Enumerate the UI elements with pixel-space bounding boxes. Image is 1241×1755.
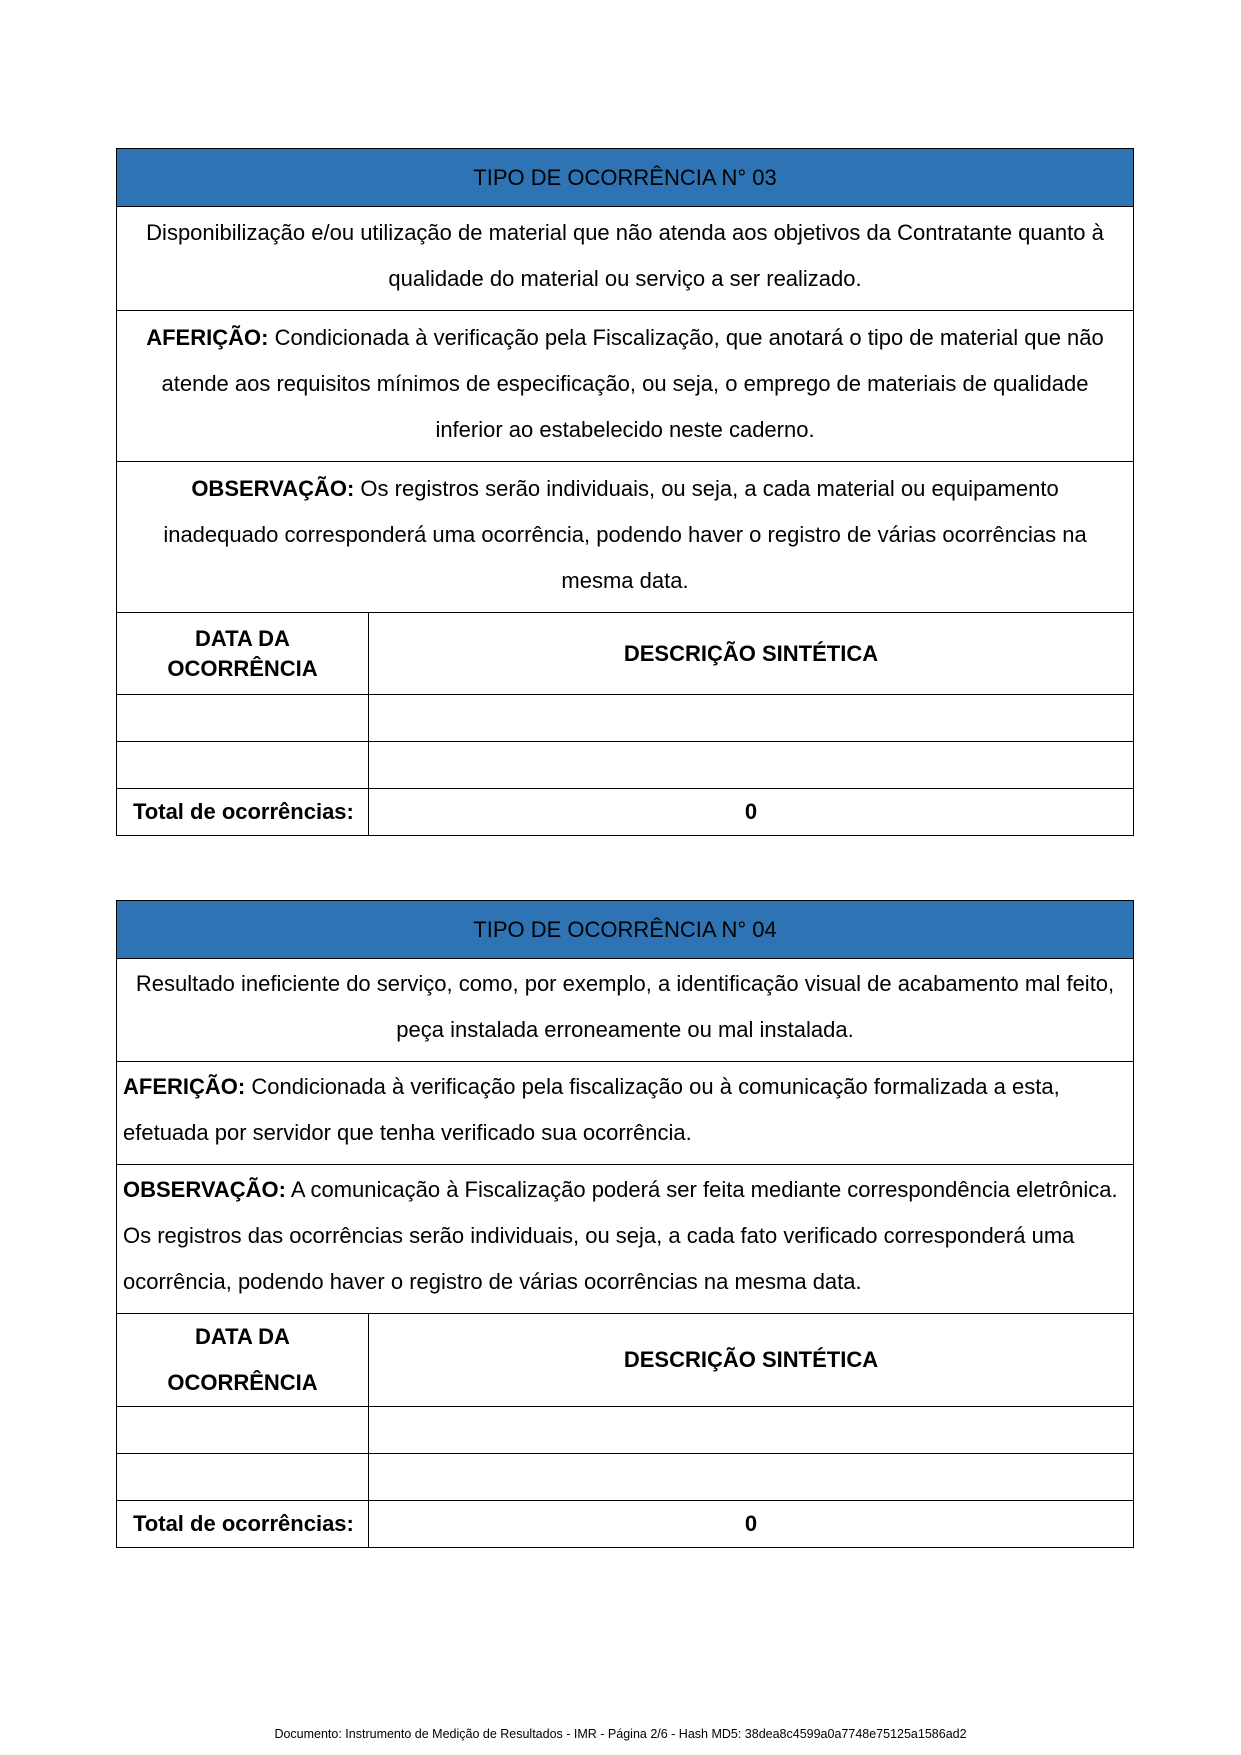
table-cell (369, 742, 1134, 789)
observacao-label: OBSERVAÇÃO: (191, 476, 355, 501)
table-cell (117, 1407, 369, 1454)
occurrence-title: TIPO DE OCORRÊNCIA N° 03 (117, 149, 1134, 207)
afericao-text: Condicionada à verificação pela fiscalização ou à comunicação formalizada a esta, efetuada por servidor que tenha verificado sua ocorrência. (123, 1074, 1060, 1145)
occurrence-table-03 (116, 148, 1134, 836)
page-footer: Documento: Instrumento de Medição de Resultados - IMR - Página 2/6 - Hash MD5: 38dea8c4599a0a7748e75125a1586ad2 (274, 1727, 967, 1741)
total-value: 0 (369, 1501, 1134, 1548)
observacao-text: A comunicação à Fiscalização poderá ser feita mediante correspondência eletrônica. Os registros das ocorrências serão individuais, ou seja, a cada fato verificado corresponderá uma ocorrência, podendo haver o registro de várias ocorrências na mesma data. (123, 1177, 1118, 1294)
table-cell (369, 1407, 1134, 1454)
table-cell (369, 695, 1134, 742)
total-label: Total de ocorrências: (117, 1501, 369, 1548)
afericao-label: AFERIÇÃO: (146, 325, 269, 350)
column-header-description: DESCRIÇÃO SINTÉTICA (369, 613, 1134, 695)
afericao-paragraph (117, 1062, 1134, 1165)
table-cell (117, 1454, 369, 1501)
total-value: 0 (369, 789, 1134, 836)
total-label: Total de ocorrências: (117, 789, 369, 836)
observacao-paragraph (117, 1165, 1134, 1314)
table-cell (117, 695, 369, 742)
occurrence-title: TIPO DE OCORRÊNCIA N° 04 (117, 901, 1134, 959)
observacao-label: OBSERVAÇÃO: (123, 1177, 286, 1202)
afericao-text: Condicionada à verificação pela Fiscalização, que anotará o tipo de material que não atende aos requisitos mínimos de especificação, ou seja, o emprego de materiais de qualidade inferior ao estabelecido neste caderno. (161, 325, 1104, 442)
occurrence-description: Disponibilização e/ou utilização de material que não atenda aos objetivos da Contratante quanto à qualidade do material ou serviço a ser realizado. (117, 207, 1134, 311)
table-cell (117, 742, 369, 789)
afericao-label: AFERIÇÃO: (123, 1074, 246, 1099)
afericao-paragraph (117, 311, 1134, 462)
column-header-description: DESCRIÇÃO SINTÉTICA (369, 1314, 1134, 1407)
occurrence-table-04 (116, 900, 1134, 1548)
column-header-date: DATA DA OCORRÊNCIA (117, 613, 369, 695)
occurrence-description: Resultado ineficiente do serviço, como, por exemplo, a identificação visual de acabamento mal feito, peça instalada erroneamente ou mal instalada. (117, 959, 1134, 1062)
column-header-date: DATA DA OCORRÊNCIA (117, 1314, 369, 1407)
observacao-text: Os registros serão individuais, ou seja, a cada material ou equipamento inadequado corresponderá uma ocorrência, podendo haver o registro de várias ocorrências na mesma data. (163, 476, 1087, 593)
table-cell (369, 1454, 1134, 1501)
observacao-paragraph (117, 462, 1134, 613)
